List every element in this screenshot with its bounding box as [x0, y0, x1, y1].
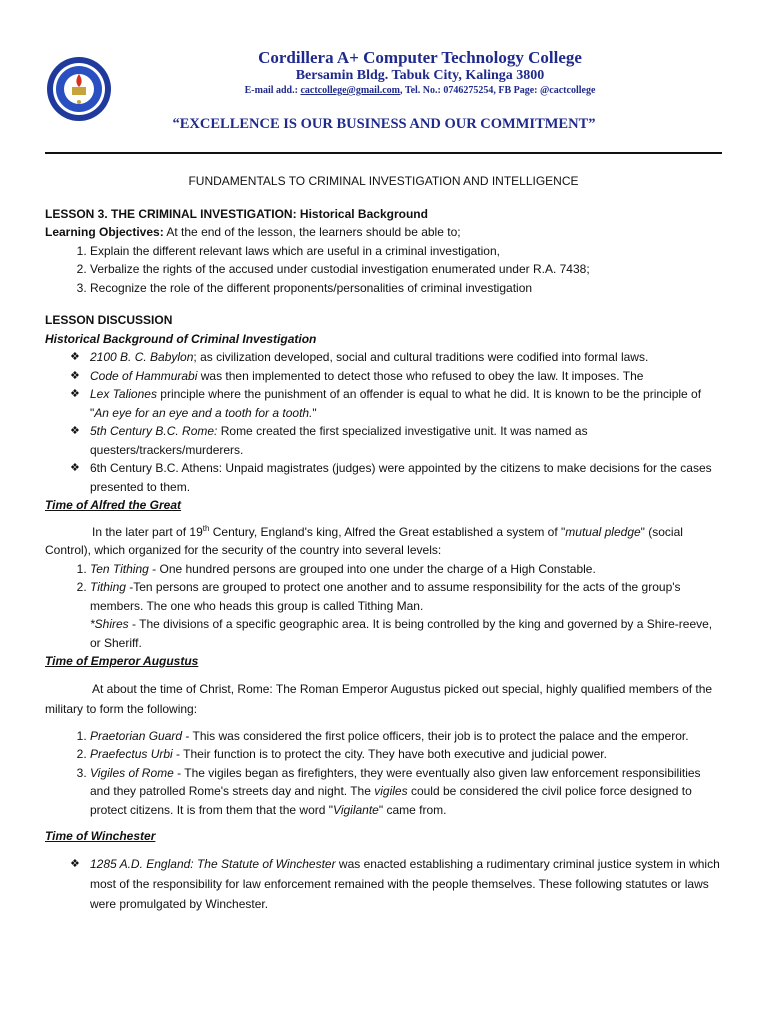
email-link[interactable]: cactcollege@gmail.com	[300, 85, 400, 96]
contact-prefix: E-mail add.:	[244, 85, 301, 96]
list-item: 1. Ten Tithing - One hundred persons are grouped into one under the charge of a High Constable.	[90, 560, 722, 579]
list-item: 2. Praefectus Urbi - Their function is to protect the city. They have both executive and judicial power.	[90, 745, 722, 764]
alfred-list	[45, 560, 722, 653]
college-name: Cordillera A+ Computer Technology College	[258, 48, 582, 67]
augustus-heading: Time of Emperor Augustus	[45, 654, 199, 668]
list-item: 2. Tithing -Ten persons are grouped to protect one another and to assume responsibility for the acts of the group's members. The one who heads this group is called Tithing Man. *Shires - The divisions of a specific geographic area. It is being controlled by the king and governed by a Shire-reeve, or Sheriff.	[90, 578, 722, 652]
discussion-label: LESSON DISCUSSION	[45, 313, 173, 327]
objectives-list	[45, 242, 722, 298]
diamond-bullet-icon: ❖	[70, 462, 80, 474]
list-item: ❖ 6th Century B.C. Athens: Unpaid magistrates (judges) were appointed by the citizens to make decisions for the cases presented to them.	[70, 461, 712, 494]
alfred-heading: Time of Alfred the Great	[45, 498, 182, 512]
college-seal-icon	[46, 56, 112, 122]
college-contact	[120, 85, 720, 96]
objective-item: 1. Explain the different relevant laws which are useful in a criminal investigation,	[90, 242, 722, 261]
diamond-bullet-icon: ❖	[70, 351, 80, 363]
alfred-paragraph: In the later part of 19th Century, England's king, Alfred the Great established a system of "mutual pledge" (social Control), which organized for the security of the country into several levels:	[45, 523, 683, 557]
augustus-paragraph: At about the time of Christ, Rome: The Roman Emperor Augustus picked out special, highly qualified members of the military to form the following:	[45, 681, 713, 716]
list-item: 1. Praetorian Guard - This was considered the first police officers, their job is to protect the palace and the emperor.	[90, 727, 722, 746]
letterhead	[0, 0, 768, 160]
objectives-line	[45, 223, 722, 242]
lesson-title: LESSON 3. THE CRIMINAL INVESTIGATION: Historical Background	[45, 206, 428, 221]
diamond-bullet-icon: ❖	[70, 857, 80, 870]
objective-item: 3. Recognize the role of the different proponents/personalities of criminal investigation	[90, 279, 722, 298]
diamond-bullet-icon: ❖	[70, 369, 80, 382]
objectives-label: Learning Objectives:	[45, 225, 164, 239]
objectives-intro: At the end of the lesson, the learners should be able to;	[163, 225, 461, 239]
shires-note: *Shires - The divisions of a specific geographic area. It is being controlled by the king and governed by a Shire-reeve, or Sheriff.	[90, 617, 713, 650]
college-address: Bersamin Bldg. Tabuk City, Kalinga 3800	[295, 68, 545, 83]
list-item: ❖ 2100 B. C. Babylon; as civilization developed, social and cultural traditions were codified into formal laws.	[90, 348, 722, 367]
list-item: ❖ 5th Century B.C. Rome: Rome created the first specialized investigative unit. It was named as questers/trackers/murderers.	[70, 424, 588, 457]
header-divider	[45, 152, 722, 154]
diamond-bullet-icon: ❖	[70, 388, 80, 400]
document-body	[45, 166, 722, 914]
objective-item: 2. Verbalize the rights of the accused under custodial investigation enumerated under R.A. 7438;	[90, 260, 722, 279]
augustus-list	[45, 727, 722, 820]
college-motto: “EXCELLENCE IS OUR BUSINESS AND OUR COMMITMENT”	[172, 116, 596, 132]
diamond-bullet-icon: ❖	[70, 425, 80, 437]
course-title: FUNDAMENTALS TO CRIMINAL INVESTIGATION AND INTELLIGENCE	[188, 174, 579, 188]
history-bullets	[45, 348, 722, 496]
winchester-heading: Time of Winchester	[45, 829, 156, 843]
list-item: ❖ Lex Taliones principle where the punishment of an offender is equal to what he did. It is known to be the principle of "An eye for an eye and a tooth for a tooth."	[70, 387, 702, 420]
list-item: 3. Vigiles of Rome - The vigiles began as firefighters, they were eventually also given law enforcement responsibilities and they patrolled Rome's streets day and night. The vigiles could be considered the civil police force designed to protect citizens. It is from them that the word "Vigilante" came from.	[90, 764, 722, 820]
list-item: ❖ Code of Hammurabi was then implemented to detect those who refused to obey the law. It imposes. The	[90, 367, 722, 386]
historical-heading: Historical Background of Criminal Investigation	[45, 331, 317, 346]
list-item: ❖ 1285 A.D. England: The Statute of Winchester was enacted establishing a rudimentary criminal justice system in which most of the responsibility for law enforcement remained with the people themselves. These following statutes or laws were promulgated by Winchester.	[90, 854, 722, 914]
contact-suffix: , Tel. No.: 0746275254, FB Page: @cactcollege	[400, 85, 596, 96]
winchester-bullets	[45, 854, 722, 914]
